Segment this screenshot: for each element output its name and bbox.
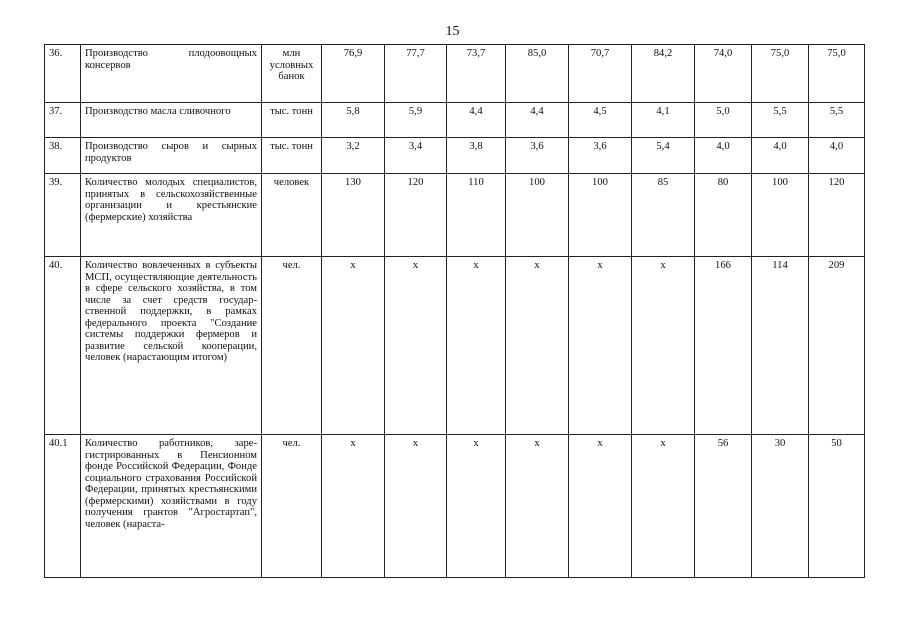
value-cell: 77,7: [385, 45, 447, 103]
value-cell: 5,0: [695, 103, 752, 138]
indicator-name: Производство плодоовощных консервов: [81, 45, 262, 103]
value-cell: х: [506, 257, 569, 435]
value-cell: 5,5: [752, 103, 809, 138]
unit-of-measure: млн условных банок: [262, 45, 322, 103]
indicator-name: Количество работников, зарегистрированных в Пенсионном фонде Российской Федерации, Фонде социального страхования Российской Федерации, принятых крестьянскими (фермерскими) хозяйствами в году получения грантов "Агростартап", человек (нараста-: [81, 435, 262, 578]
indicator-name: Количество вовлеченных в субъекты МСП, осуществляющие деятельность в сфере сельского хозяйства, в том числе за счет средств государственной поддержки, в рамках федерального проекта "Создание системы поддержки фермеров и развитие сельской кооперации, человек (нарастающим итогом): [81, 257, 262, 435]
value-cell: 100: [569, 174, 632, 257]
table-row: [45, 45, 865, 103]
value-cell: х: [632, 257, 695, 435]
value-cell: 209: [809, 257, 865, 435]
value-cell: х: [385, 257, 447, 435]
row-number: 37.: [45, 103, 81, 138]
value-cell: 100: [506, 174, 569, 257]
value-cell: 5,8: [322, 103, 385, 138]
value-cell: 3,6: [506, 138, 569, 174]
unit-of-measure: чел.: [262, 435, 322, 578]
row-number: 40.1: [45, 435, 81, 578]
value-cell: 56: [695, 435, 752, 578]
value-cell: 114: [752, 257, 809, 435]
row-number: 39.: [45, 174, 81, 257]
value-cell: 4,0: [695, 138, 752, 174]
value-cell: х: [322, 257, 385, 435]
row-number: 36.: [45, 45, 81, 103]
value-cell: х: [569, 435, 632, 578]
value-cell: 30: [752, 435, 809, 578]
row-number: 38.: [45, 138, 81, 174]
value-cell: 75,0: [809, 45, 865, 103]
value-cell: 3,6: [569, 138, 632, 174]
value-cell: 4,0: [752, 138, 809, 174]
row-number: 40.: [45, 257, 81, 435]
unit-of-measure: тыс. тонн: [262, 138, 322, 174]
value-cell: х: [506, 435, 569, 578]
table-row: [45, 138, 865, 174]
value-cell: 70,7: [569, 45, 632, 103]
value-cell: х: [385, 435, 447, 578]
table-row: [45, 174, 865, 257]
table-row: [45, 435, 865, 578]
value-cell: 4,1: [632, 103, 695, 138]
unit-of-measure: тыс. тонн: [262, 103, 322, 138]
value-cell: х: [447, 435, 506, 578]
value-cell: 85: [632, 174, 695, 257]
value-cell: 120: [385, 174, 447, 257]
unit-of-measure: человек: [262, 174, 322, 257]
indicator-name: Производство сыров и сырных продуктов: [81, 138, 262, 174]
value-cell: 130: [322, 174, 385, 257]
value-cell: х: [569, 257, 632, 435]
value-cell: х: [447, 257, 506, 435]
value-cell: 166: [695, 257, 752, 435]
value-cell: 120: [809, 174, 865, 257]
value-cell: 4,4: [447, 103, 506, 138]
page-number: 15: [445, 24, 460, 39]
table-row: [45, 257, 865, 435]
value-cell: 76,9: [322, 45, 385, 103]
value-cell: 84,2: [632, 45, 695, 103]
value-cell: 50: [809, 435, 865, 578]
value-cell: х: [322, 435, 385, 578]
value-cell: 5,9: [385, 103, 447, 138]
value-cell: 110: [447, 174, 506, 257]
indicator-name: Производство масла сливочного: [81, 103, 262, 138]
value-cell: 75,0: [752, 45, 809, 103]
value-cell: 73,7: [447, 45, 506, 103]
value-cell: 4,0: [809, 138, 865, 174]
value-cell: 3,2: [322, 138, 385, 174]
indicator-name: Количество молодых специалистов, принятых в сельскохозяйственные организации и крестьянские (фермерские) хозяйства: [81, 174, 262, 257]
unit-of-measure: чел.: [262, 257, 322, 435]
table-row: [45, 103, 865, 138]
value-cell: 74,0: [695, 45, 752, 103]
value-cell: 4,4: [506, 103, 569, 138]
value-cell: 4,5: [569, 103, 632, 138]
value-cell: 80: [695, 174, 752, 257]
value-cell: 5,4: [632, 138, 695, 174]
table-body: [45, 45, 865, 578]
value-cell: 3,8: [447, 138, 506, 174]
indicators-table: [44, 44, 865, 578]
value-cell: 100: [752, 174, 809, 257]
value-cell: 85,0: [506, 45, 569, 103]
value-cell: х: [632, 435, 695, 578]
value-cell: 3,4: [385, 138, 447, 174]
value-cell: 5,5: [809, 103, 865, 138]
